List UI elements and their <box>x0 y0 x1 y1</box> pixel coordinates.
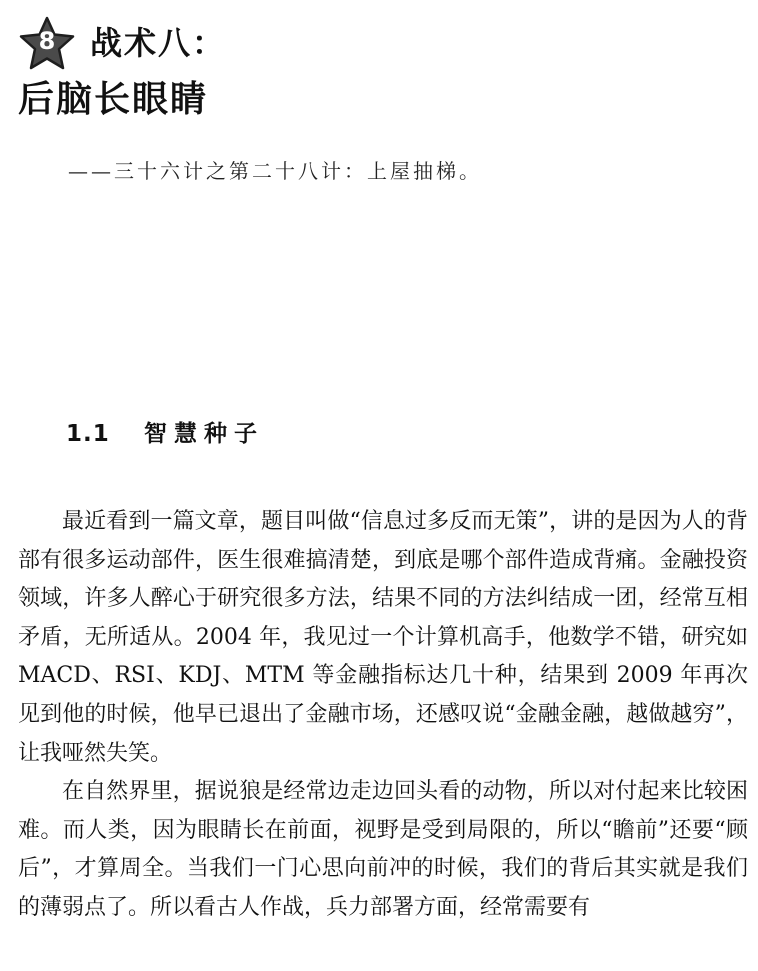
chapter-title: 后脑长眼睛 <box>18 79 209 120</box>
chapter-header <box>18 16 226 70</box>
body-text <box>18 503 748 928</box>
paragraph: 最近看到一篇文章，题目叫做“信息过多反而无策”，讲的是因为人的背部有很多运动部件，医生很难搞清楚，到底是哪个部件造成背痛。金融投资领域，许多人醉心于研究很多方法，结果不同的方法纠结成一团，经常互相矛盾，无所适从。2004 年，我见过一个计算机高手，他数学不错，研究如 MACD、RSI、KDJ、MTM 等金融指标达几十种，结果到 2009 年再次见到他的时候，他早已退出了金融市场，还感叹说“金融金融，越做越穷”，让我哑然失笑。 <box>18 509 748 766</box>
chapter-number: 8 <box>38 27 56 55</box>
section-number: 1.1 <box>66 421 110 447</box>
chapter-number-badge <box>18 16 76 70</box>
paragraph: 在自然界里，据说狼是经常边走边回头看的动物，所以对付起来比较困难。而人类，因为眼睛长在前面，视野是受到局限的，所以“瞻前”还要“顾后”，才算周全。当我们一门心思向前冲的时候，我们的背后其实就是我们的薄弱点了。所以看古人作战，兵力部署方面，经常需要有 <box>18 779 748 920</box>
chapter-label: 战术八： <box>90 24 227 62</box>
epigraph: ——三十六计之第二十八计：上屋抽梯。 <box>68 159 482 183</box>
section-title: 智慧种子 <box>144 421 264 447</box>
section-heading <box>66 418 264 450</box>
